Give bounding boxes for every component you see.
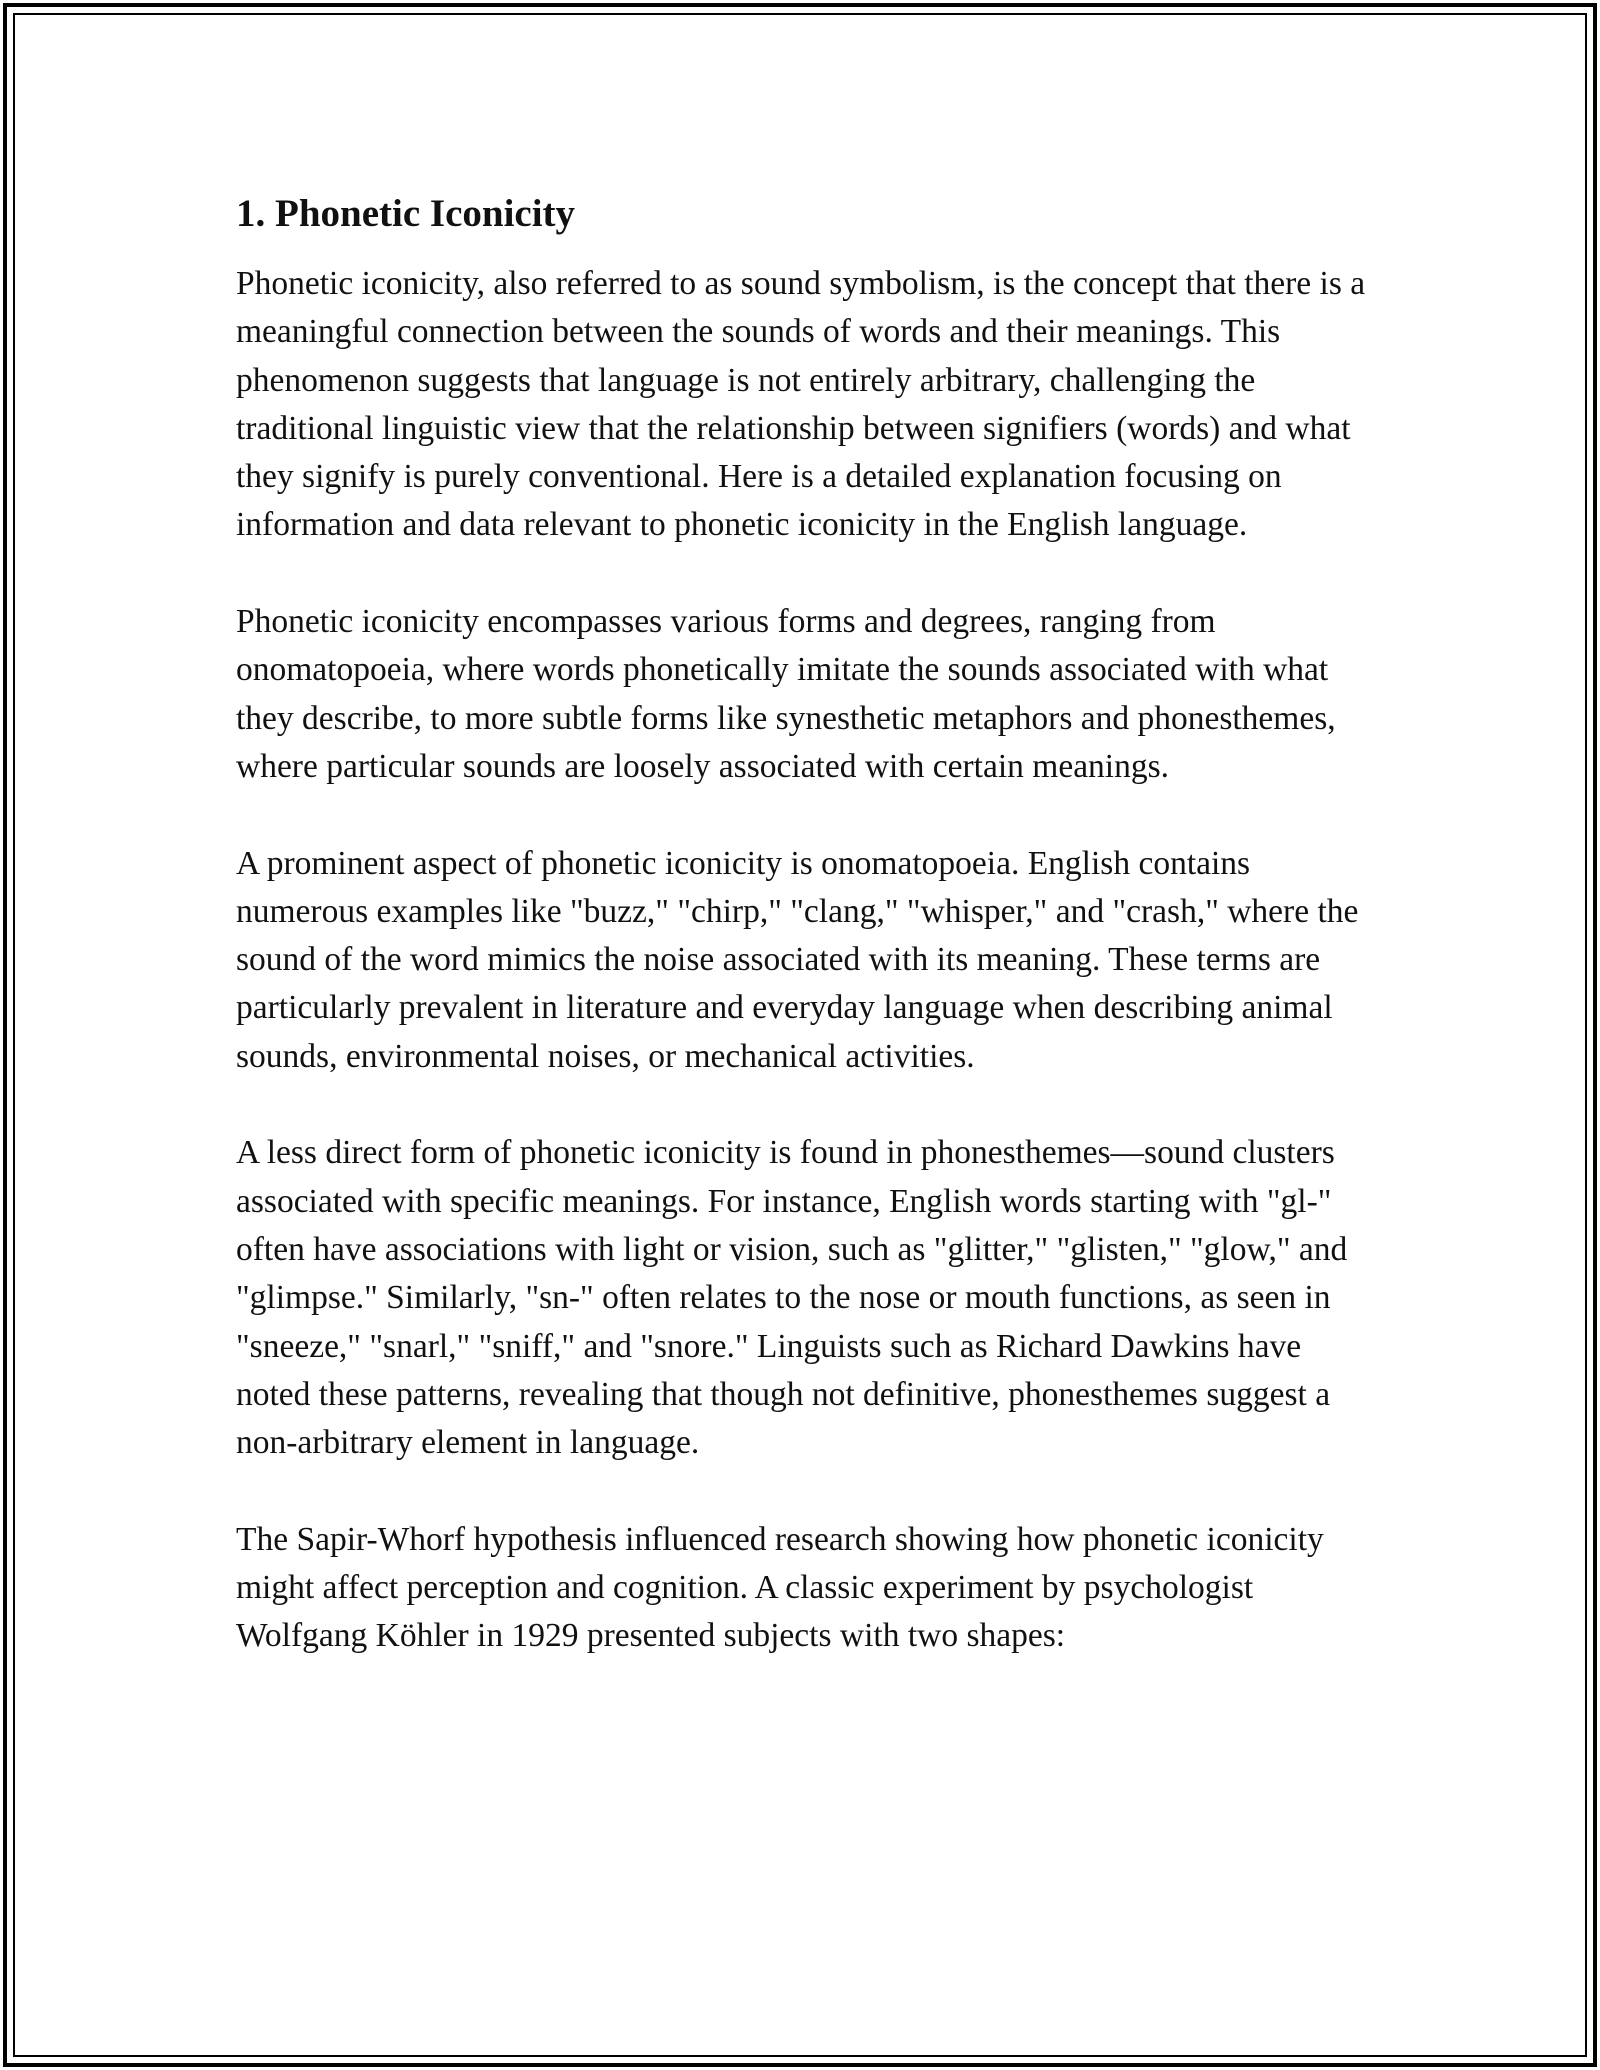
document-body — [236, 184, 1366, 1709]
section-heading: 1. Phonetic Iconicity — [236, 192, 576, 235]
paragraph-sapir-whorf: The Sapir-Whorf hypothesis influenced research showing how phonetic iconicity might affect perception and cognition. A classic experiment by psychologist Wolfgang Köhler in 1929 presented subjects with two shapes: — [236, 1520, 1324, 1655]
paragraph-onomatopoeia: A prominent aspect of phonetic iconicity is onomatopoeia. English contains numerous examples like "buzz," "chirp," "clang," "whisper," and "crash," where the sound of the word mimics the noise associated with its meaning. These terms are particularly prevalent in literature and everyday language when describing animal sounds, environmental noises, or mechanical activities. — [236, 844, 1359, 1075]
paragraph-intro: Phonetic iconicity, also referred to as sound symbolism, is the concept that there is a meaningful connection between the sounds of words and their meanings. This phenomenon suggests that language is not entirely arbitrary, challenging the traditional linguistic view that the relationship between signifiers (words) and what they signify is purely conventional. Here is a detailed explanation focusing on information and data relevant to phonetic iconicity in the English language. — [236, 265, 1366, 544]
paragraph-forms: Phonetic iconicity encompasses various forms and degrees, ranging from onomatopoeia, where words phonetically imitate the sounds associated with what they describe, to more subtle forms like synesthetic metaphors and phonesthemes, where particular sounds are loosely associated with certain meanings. — [236, 603, 1336, 785]
paragraph-phonesthemes: A less direct form of phonetic iconicity is found in phonesthemes—sound clusters associated with specific meanings. For instance, English words starting with "gl-" often have associations with light or vision, such as "glitter," "glisten," "glow," and "glimpse." Similarly, "sn-" often relates to the nose or mouth functions, as seen in "sneeze," "snarl," "sniff," and "snore." Linguists such as Richard Dawkins have noted these patterns, revealing that though not definitive, phonesthemes suggest a non-arbitrary element in language. — [236, 1134, 1348, 1462]
